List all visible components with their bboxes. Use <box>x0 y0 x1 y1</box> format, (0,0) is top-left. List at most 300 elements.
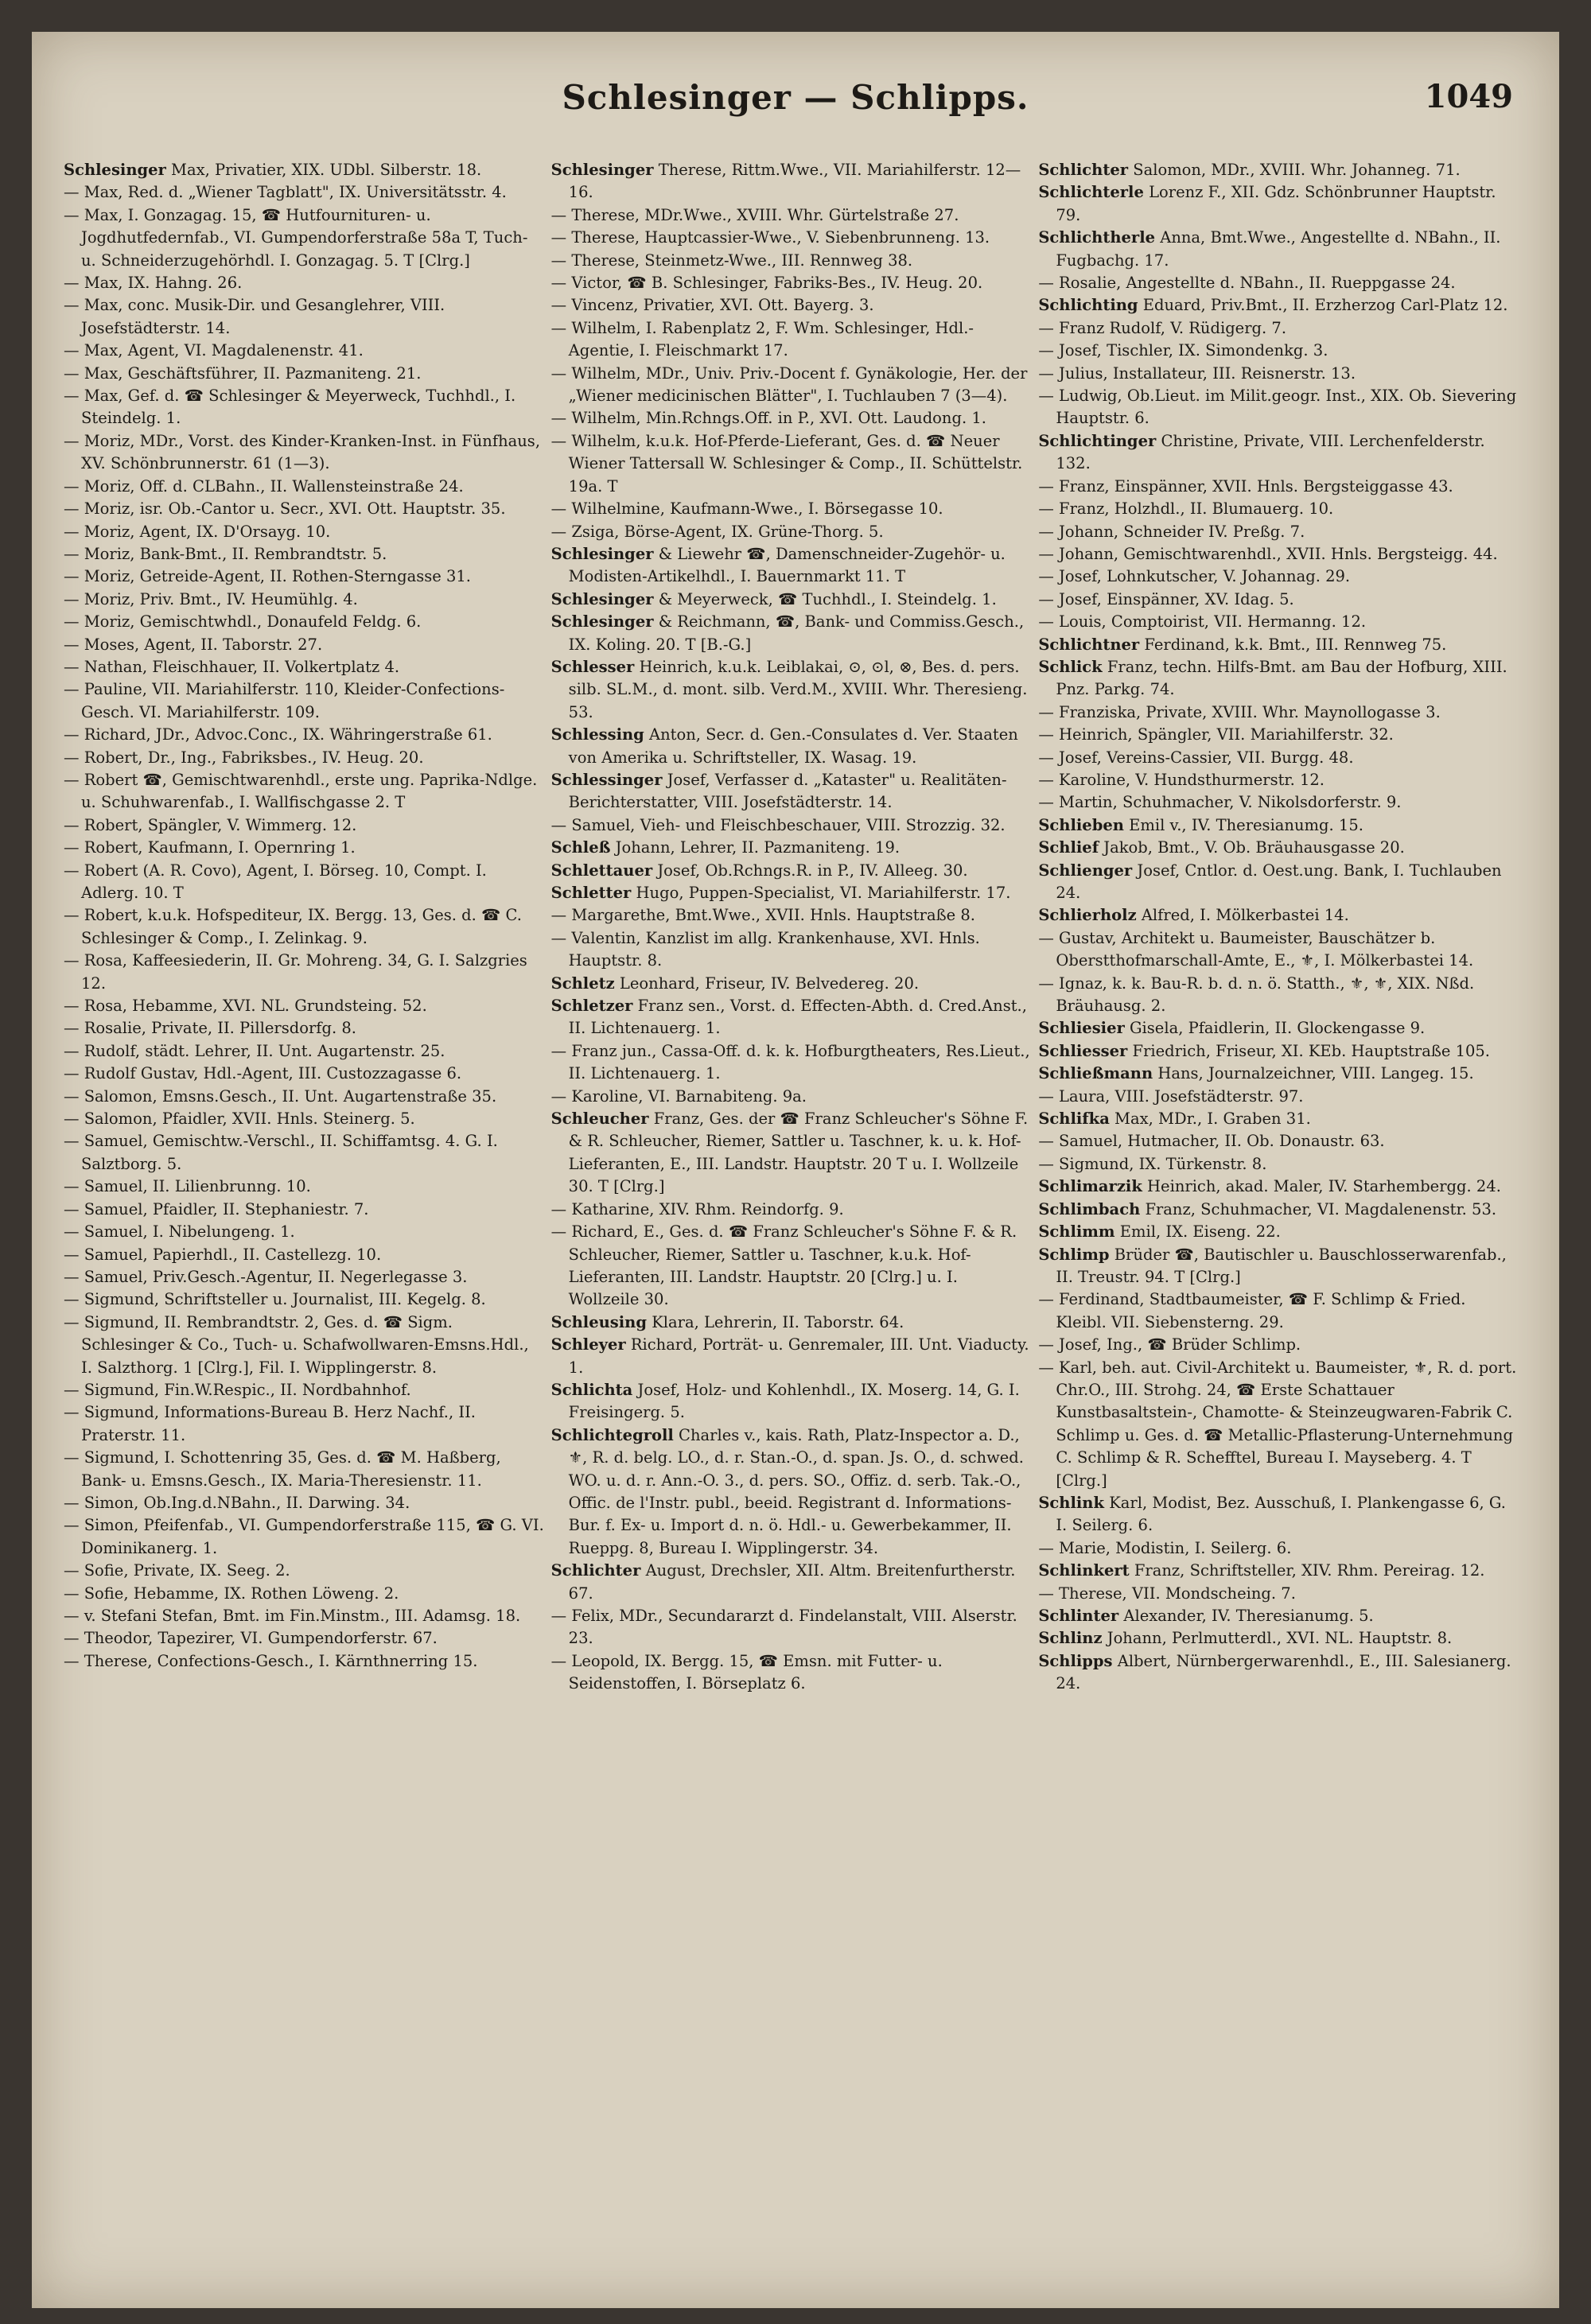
entry-text: — Therese, Confections-Gesch., I. Kärnthnerring 15. <box>64 1651 478 1670</box>
directory-entry <box>551 159 1033 204</box>
directory-entry <box>64 1199 545 1221</box>
directory-entry <box>1038 769 1519 791</box>
directory-entry <box>1038 340 1519 362</box>
entry-text: — Samuel, Gemischtw.-Verschl., II. Schiffamtsg. 4. G. I. Salztborg. 5. <box>64 1132 498 1173</box>
directory-entry <box>1038 1357 1519 1492</box>
column-right <box>1038 159 1519 2291</box>
directory-entry <box>64 678 545 724</box>
entry-text: — Moriz, Bank-Bmt., II. Rembrandtstr. 5. <box>64 544 387 563</box>
directory-entry <box>1038 791 1519 814</box>
entry-text: — Samuel, I. Nibelungeng. 1. <box>64 1222 295 1242</box>
directory-entry <box>64 1176 545 1198</box>
directory-entry <box>1038 1017 1519 1040</box>
entry-text: — Therese, VII. Mondscheing. 7. <box>1038 1584 1296 1603</box>
directory-entry <box>1038 181 1519 227</box>
directory-entry <box>64 724 545 746</box>
directory-entry <box>64 1401 545 1447</box>
entry-text: — Robert, Dr., Ing., Fabriksbes., IV. Heug. 20. <box>64 748 424 767</box>
entry-surname: Schlichter <box>550 1561 641 1580</box>
entry-text: — Samuel, II. Lilienbrunng. 10. <box>64 1177 311 1196</box>
entry-surname: Schlief <box>1038 838 1099 857</box>
directory-entry <box>64 1288 545 1311</box>
entry-text: — Robert, Kaufmann, I. Opernring 1. <box>64 838 356 857</box>
entry-surname: Schlimbach <box>1038 1199 1141 1218</box>
directory-entry <box>551 1424 1033 1560</box>
entry-text: — Sigmund, Informations-Bureau B. Herz Nachf., II. Praterstr. 11. <box>64 1403 476 1444</box>
entry-text: Josef, Ob.Rchngs.R. in P., IV. Alleeg. 30. <box>657 861 968 880</box>
entry-text: Alfred, I. Mölkerbastei 14. <box>1141 906 1349 925</box>
directory-entry <box>551 589 1033 611</box>
directory-entry <box>64 1221 545 1243</box>
directory-entry <box>1038 1288 1519 1334</box>
directory-entry <box>64 543 545 565</box>
entry-text: & Meyerweck, ☎ Tuchhdl., I. Steindelg. 1. <box>658 589 997 608</box>
directory-entry <box>1038 814 1519 837</box>
entry-text: — Moriz, Agent, IX. D'Orsayg. 10. <box>64 522 331 541</box>
entry-text: — Louis, Comptoirist, VII. Hermanng. 12. <box>1038 612 1367 632</box>
directory-entry <box>551 250 1033 272</box>
entry-text: Heinrich, akad. Maler, IV. Starhembergg. 24. <box>1147 1177 1501 1196</box>
directory-entry <box>1038 1537 1519 1560</box>
entry-text: Max, MDr., I. Graben 31. <box>1114 1110 1311 1129</box>
entry-surname: Schlichtegroll <box>550 1425 674 1444</box>
entry-text: — Wilhelm, k.u.k. Hof-Pferde-Lieferant, Ges. d. ☎ Neuer Wiener Tattersall W. Schlesinger & Comp., II. Schüttelstr. 19a. T <box>550 431 1023 496</box>
entry-surname: Schlink <box>1038 1493 1104 1512</box>
directory-entry <box>1038 1334 1519 1356</box>
entry-text: Josef, Verfasser d. „Kataster" u. Realitäten-Berichterstatter, VIII. Josefstädterstr. 14. <box>568 770 1007 812</box>
entry-text: — Sofie, Private, IX. Seeg. 2. <box>64 1561 290 1580</box>
entry-text: Anton, Secr. d. Gen.-Consulates d. Ver. Staaten von Amerika u. Schriftsteller, IX. Wasag. 19. <box>568 725 1018 767</box>
entry-text: — Sigmund, I. Schottenring 35, Ges. d. ☎ M. Haßberg, Bank- u. Emsns.Gesch., IX. Maria-Theresienstr. 11. <box>64 1448 501 1490</box>
directory-entry <box>1038 634 1519 656</box>
entry-text: — Josef, Einspänner, XV. Idag. 5. <box>1038 589 1294 608</box>
entry-text: — Moriz, Getreide-Agent, II. Rothen-Sterngasse 31. <box>64 567 471 586</box>
entry-text: — Sigmund, IX. Türkenstr. 8. <box>1038 1154 1267 1173</box>
directory-entry <box>1038 1153 1519 1176</box>
directory-entry <box>64 1650 545 1673</box>
entry-surname: Schletz <box>550 974 615 993</box>
directory-entry <box>1038 904 1519 927</box>
directory-entry <box>551 611 1033 656</box>
entry-text: — Samuel, Hutmacher, II. Ob. Donaustr. 63. <box>1038 1132 1385 1151</box>
directory-entry <box>551 1199 1033 1221</box>
directory-entry <box>1038 159 1519 181</box>
entry-text: Christine, Private, VIII. Lerchenfelderstr. 132. <box>1056 431 1485 473</box>
entry-text: Jakob, Bmt., V. Ob. Bräuhausgasse 20. <box>1103 838 1405 857</box>
entry-surname: Schletzer <box>550 997 633 1016</box>
entry-text: — Moriz, Off. d. CLBahn., II. Wallensteinstraße 24. <box>64 476 464 496</box>
directory-entry <box>551 904 1033 927</box>
directory-entry <box>1038 385 1519 430</box>
directory-entry <box>1038 1086 1519 1108</box>
entry-text: — Julius, Installateur, III. Reisnerstr. 13. <box>1038 363 1356 383</box>
directory-entry <box>64 1447 545 1492</box>
entry-surname: Schlichtner <box>1038 635 1140 654</box>
entry-text: Charles v., kais. Rath, Platz-Inspector a. D., ⚜, R. d. belg. LO., d. r. Stan.-O., d. span. Js. O., d. schwed. WO. u. d. r. Ann.-O. 3., d. pers. SO., Offiz. d. serb. Tak.-O., Offic. de l'Instr. publ., beeid. Registrant d. Informations-Bur. f. Ex- u. Import d. n. ö. Hdl.- u. Gewerbekammer, II. Rueppg. 8, Bureau I. Wipplingerstr. 34. <box>568 1425 1024 1557</box>
entry-surname: Schlesinger <box>550 612 654 632</box>
directory-entry <box>1038 498 1519 520</box>
entry-text: — Margarethe, Bmt.Wwe., XVII. Hnls. Hauptstraße 8. <box>550 906 975 925</box>
entry-text: — Robert, Spängler, V. Wimmerg. 12. <box>64 815 357 834</box>
entry-text: Richard, Porträt- u. Genremaler, III. Unt. Viaducty. 1. <box>568 1335 1029 1377</box>
entry-surname: Schlesinger <box>64 161 166 179</box>
entry-text: — Max, Red. d. „Wiener Tagblatt", IX. Universitätsstr. 4. <box>64 183 507 202</box>
entry-surname: Schlimm <box>1038 1222 1115 1242</box>
directory-entry <box>1038 1244 1519 1289</box>
entry-text: — Richard, E., Ges. d. ☎ Franz Schleucher's Söhne F. & R. Schleucher, Riemer, Sattler u. Taschner, k.u.k. Hof-Lieferanten, III. Landstr. Hauptstr. 20 [Clrg.] u. I. Wollzeile 30. <box>550 1222 1017 1309</box>
entry-text: Franz, Ges. der ☎ Franz Schleucher's Söhne F. & R. Schleucher, Riemer, Sattler u. Taschner, k. u. k. Hof-Lieferanten, E., III. Landstr. Hauptstr. 20 T u. I. Wollzeile 30. T [Clrg.] <box>568 1110 1029 1196</box>
directory-entry <box>1038 701 1519 724</box>
entry-text: — Moriz, MDr., Vorst. des Kinder-Kranken-Inst. in Fünfhaus, XV. Schönbrunnerstr. 61 (1—3). <box>64 431 541 473</box>
entry-text: Karl, Modist, Bez. Ausschuß, I. Plankengasse 6, G. I. Seilerg. 6. <box>1056 1493 1506 1535</box>
entry-surname: Schlinkert <box>1038 1561 1130 1580</box>
running-head: Schlesinger — Schlipps. <box>562 78 1029 117</box>
entry-text: — Sofie, Hebamme, IX. Rothen Löweng. 2. <box>64 1584 399 1603</box>
column-left <box>64 159 545 2291</box>
directory-entry <box>1038 973 1519 1018</box>
directory-entry <box>551 927 1033 973</box>
entry-text: — Max, IX. Hahng. 26. <box>64 274 243 293</box>
directory-entry <box>551 227 1033 249</box>
directory-entry <box>1038 565 1519 588</box>
directory-entry <box>1038 611 1519 633</box>
directory-entry <box>551 860 1033 882</box>
page-header <box>32 78 1559 126</box>
directory-entry <box>64 430 545 476</box>
directory-entry <box>1038 317 1519 340</box>
entry-text: & Liewehr ☎, Damenschneider-Zugehör- u. Modisten-Artikelhdl., I. Bauernmarkt 11. T <box>568 544 1006 586</box>
directory-entry <box>1038 1583 1519 1605</box>
entry-text: — Rosalie, Angestellte d. NBahn., II. Rueppgasse 24. <box>1038 274 1456 293</box>
directory-entry <box>551 1605 1033 1650</box>
directory-entry <box>64 1086 545 1108</box>
entry-surname: Schlichtinger <box>1038 431 1157 450</box>
directory-entry <box>64 1040 545 1063</box>
entry-text: Friedrich, Friseur, XI. KEb. Hauptstraße 105. <box>1132 1041 1491 1060</box>
entry-surname: Schletter <box>550 884 632 902</box>
directory-entry <box>64 1063 545 1085</box>
entry-columns <box>64 159 1519 2291</box>
directory-entry <box>551 430 1033 498</box>
directory-entry <box>551 363 1033 408</box>
entry-text: & Reichmann, ☎, Bank- und Commiss.Gesch., IX. Koling. 20. T [B.-G.] <box>568 612 1025 654</box>
entry-surname: Schlinz <box>1038 1629 1103 1648</box>
entry-text: — Max, Geschäftsführer, II. Pazmaniteng. 21. <box>64 363 422 383</box>
entry-surname: Schließmann <box>1038 1064 1153 1083</box>
directory-entry <box>1038 294 1519 317</box>
entry-surname: Schlierholz <box>1038 906 1137 925</box>
entry-surname: Schlettauer <box>550 861 653 880</box>
entry-surname: Schlesser <box>550 657 635 676</box>
entry-text: — Franz, Holzhdl., II. Blumauerg. 10. <box>1038 499 1334 519</box>
entry-text: — Valentin, Kanzlist im allg. Krankenhause, XVI. Hnls. Hauptstr. 8. <box>550 928 980 970</box>
directory-entry <box>64 1583 545 1605</box>
entry-text: — Heinrich, Spängler, VII. Mariahilferstr. 32. <box>1038 725 1394 744</box>
directory-entry <box>64 1492 545 1514</box>
entry-surname: Schlesinger <box>550 161 654 179</box>
directory-entry <box>551 814 1033 837</box>
entry-text: — Rudolf Gustav, Hdl.-Agent, III. Custozzagasse 6. <box>64 1064 462 1083</box>
directory-entry <box>1038 656 1519 701</box>
entry-text: — Ignaz, k. k. Bau-R. b. d. n. ö. Statth., ⚜, ⚜, XIX. Nßd. Bräuhausg. 2. <box>1038 974 1475 1016</box>
entry-surname: Schlesinger <box>550 544 654 563</box>
entry-text: — Wilhelm, I. Rabenplatz 2, F. Wm. Schlesinger, Hdl.-Agentie, I. Fleischmarkt 17. <box>550 318 974 360</box>
directory-entry <box>64 204 545 272</box>
entry-text: Johann, Lehrer, II. Pazmaniteng. 19. <box>615 838 901 857</box>
entry-text: Alexander, IV. Theresianumg. 5. <box>1123 1607 1374 1625</box>
entry-text: — Moriz, Gemischtwhdl., Donaufeld Feldg. 6. <box>64 612 422 632</box>
entry-text: — Max, I. Gonzagag. 15, ☎ Hutfournituren- u. Jogdhutfedernfab., VI. Gumpendorferstraße 58a T, Tuch- u. Schneiderzugehörhdl. I. Gonzagag. 5. T [Clrg.] <box>64 205 528 270</box>
entry-text: — Rosa, Kaffeesiederin, II. Gr. Mohreng. 34, G. I. Salzgries 12. <box>64 951 527 993</box>
entry-text: Heinrich, k.u.k. Leiblakai, ⊙, ⊙l, ⊗, Bes. d. pers. silb. SL.M., d. mont. silb. Verd.M., XVIII. Whr. Theresieng. 53. <box>568 657 1028 721</box>
directory-entry <box>64 656 545 678</box>
entry-text: August, Drechsler, XII. Altm. Breitenfurtherstr. 67. <box>568 1561 1016 1603</box>
entry-text: Franz sen., Vorst. d. Effecten-Abth. d. Cred.Anst., II. Lichtenauerg. 1. <box>568 997 1027 1038</box>
entry-text: — Robert ☎, Gemischtwarenhdl., erste ung. Paprika-Ndlge. u. Schuhwarenfab., I. Wallfischgasse 2. T <box>64 770 538 812</box>
entry-text: — v. Stefani Stefan, Bmt. im Fin.Minstm., III. Adamsg. 18. <box>64 1607 521 1625</box>
entry-text: — Therese, Hauptcassier-Wwe., V. Siebenbrunneng. 13. <box>550 228 990 247</box>
entry-surname: Schlesinger <box>550 589 654 608</box>
directory-entry <box>551 882 1033 904</box>
directory-entry <box>64 476 545 498</box>
entry-text: — Therese, MDr.Wwe., XVIII. Whr. Gürtelstraße 27. <box>550 205 959 224</box>
directory-entry <box>1038 1627 1519 1650</box>
entry-text: — Zsiga, Börse-Agent, IX. Grüne-Thorg. 5. <box>550 522 884 541</box>
directory-entry <box>64 995 545 1017</box>
directory-entry <box>64 1605 545 1627</box>
entry-surname: Schlienger <box>1038 861 1133 880</box>
directory-entry <box>551 656 1033 724</box>
directory-entry <box>551 521 1033 543</box>
directory-entry <box>551 1040 1033 1086</box>
directory-entry <box>64 837 545 859</box>
entry-text: — Simon, Ob.Ing.d.NBahn., II. Darwing. 34. <box>64 1493 410 1512</box>
entry-text: — Nathan, Fleischhauer, II. Volkertplatz 4. <box>64 657 400 676</box>
entry-text: Therese, Rittm.Wwe., VII. Mariahilferstr. 12—16. <box>568 161 1021 202</box>
entry-text: Leonhard, Friseur, IV. Belvedereg. 20. <box>619 974 920 993</box>
entry-text: — Moriz, Priv. Bmt., IV. Heumühlg. 4. <box>64 589 358 608</box>
directory-entry <box>1038 589 1519 611</box>
directory-entry <box>551 543 1033 589</box>
entry-text: — Johann, Gemischtwarenhdl., XVII. Hnls. Bergsteigg. 44. <box>1038 544 1498 563</box>
directory-entry <box>551 294 1033 317</box>
entry-text: Brüder ☎, Bautischler u. Bauschlosserwarenfab., II. Treustr. 94. T [Clrg.] <box>1056 1245 1507 1286</box>
entry-surname: Schliesier <box>1038 1019 1125 1038</box>
directory-entry <box>1038 747 1519 769</box>
entry-text: — Sigmund, Schriftsteller u. Journalist, III. Kegelg. 8. <box>64 1290 486 1309</box>
entry-surname: Schlichting <box>1038 296 1138 315</box>
directory-entry <box>551 204 1033 227</box>
entry-surname: Schlifka <box>1038 1110 1110 1129</box>
directory-entry <box>64 814 545 837</box>
entry-text: — Karl, beh. aut. Civil-Architekt u. Baumeister, ⚜, R. d. port. Chr.O., III. Strohg. 24, ☎ Erste Schattauer Kunstbasaltstein-, Chamotte- & Steinzeugwaren-Fabrik C. Schlimp u. Ges. d. ☎ Metallic-Pflasterung-Unternehmung C. Schlimp & R. Schefftel, Bureau I. Mayseberg. 4. T [Clrg.] <box>1038 1358 1517 1490</box>
directory-entry <box>551 498 1033 520</box>
entry-text: — Marie, Modistin, I. Seilerg. 6. <box>1038 1538 1292 1557</box>
entry-text: — Rudolf, städt. Lehrer, II. Unt. Augartenstr. 25. <box>64 1041 445 1060</box>
entry-text: Franz, Schuhmacher, VI. Magdalenenstr. 53. <box>1145 1199 1497 1218</box>
entry-text: — Sigmund, Fin.W.Respic., II. Nordbahnhof. <box>64 1380 411 1399</box>
entry-surname: Schlichter <box>1038 161 1129 179</box>
entry-surname: Schlichtherle <box>1038 228 1156 247</box>
entry-text: — Vincenz, Privatier, XVI. Ott. Bayerg. 3. <box>550 296 874 315</box>
directory-entry <box>64 294 545 340</box>
directory-entry <box>64 385 545 430</box>
directory-entry <box>551 769 1033 814</box>
directory-entry <box>1038 1176 1519 1198</box>
entry-text: — Karoline, VI. Barnabiteng. 9a. <box>550 1086 807 1106</box>
column-middle <box>551 159 1033 2291</box>
directory-entry <box>64 272 545 294</box>
directory-entry <box>551 272 1033 294</box>
entry-surname: Schlessinger <box>550 770 663 789</box>
entry-text: — Josef, Lohnkutscher, V. Johannag. 29. <box>1038 567 1351 586</box>
directory-entry <box>551 1312 1033 1334</box>
directory-entry <box>64 1627 545 1650</box>
entry-surname: Schlimp <box>1038 1245 1110 1264</box>
directory-entry <box>1038 521 1519 543</box>
entry-text: — Martin, Schuhmacher, V. Nikolsdorferstr. 9. <box>1038 793 1402 812</box>
directory-entry <box>1038 1560 1519 1582</box>
directory-entry <box>1038 363 1519 385</box>
directory-entry <box>551 1650 1033 1696</box>
directory-entry <box>64 1244 545 1266</box>
directory-entry <box>64 363 545 385</box>
entry-text: Klara, Lehrerin, II. Taborstr. 64. <box>652 1312 904 1331</box>
directory-entry <box>551 1334 1033 1379</box>
directory-entry <box>551 995 1033 1040</box>
entry-surname: Schleucher <box>550 1110 649 1129</box>
entry-text: — Max, conc. Musik-Dir. und Gesanglehrer, VIII. Josefstädterstr. 14. <box>64 296 445 337</box>
entry-text: — Laura, VIII. Josefstädterstr. 97. <box>1038 1086 1304 1106</box>
directory-entry <box>1038 724 1519 746</box>
directory-entry <box>64 1017 545 1040</box>
entry-text: — Leopold, IX. Bergg. 15, ☎ Emsn. mit Futter- u. Seidenstoffen, I. Börseplatz 6. <box>550 1651 943 1693</box>
directory-entry <box>64 521 545 543</box>
directory-entry <box>1038 1199 1519 1221</box>
directory-entry <box>1038 1221 1519 1243</box>
directory-entry <box>1038 1130 1519 1152</box>
directory-entry <box>1038 1063 1519 1085</box>
directory-entry <box>551 973 1033 995</box>
entry-surname: Schlimarzik <box>1038 1177 1142 1196</box>
directory-entry <box>1038 543 1519 565</box>
entry-surname: Schlinter <box>1038 1607 1119 1625</box>
directory-entry <box>64 611 545 633</box>
entry-text: Josef, Cntlor. d. Oest.ung. Bank, I. Tuchlauben 24. <box>1056 861 1502 902</box>
directory-entry <box>64 1312 545 1379</box>
entry-text: Max, Privatier, XIX. UDbl. Silberstr. 18. <box>171 161 482 179</box>
directory-entry <box>1038 927 1519 973</box>
directory-entry <box>551 724 1033 769</box>
directory-entry <box>64 634 545 656</box>
directory-entry <box>64 589 545 611</box>
entry-text: — Robert (A. R. Covo), Agent, I. Börseg. 10, Compt. I. Adlerg. 10. T <box>64 861 487 902</box>
entry-surname: Schlessing <box>550 725 644 744</box>
entry-surname: Schlick <box>1038 657 1103 676</box>
entry-text: Gisela, Pfaidlerin, II. Glockengasse 9. <box>1129 1019 1426 1038</box>
entry-text: — Max, Agent, VI. Magdalenenstr. 41. <box>64 341 364 360</box>
entry-text: Hans, Journalzeichner, VIII. Langeg. 15. <box>1157 1064 1474 1083</box>
directory-entry <box>1038 1650 1519 1696</box>
entry-surname: Schlichterle <box>1038 183 1144 202</box>
entry-surname: Schlipps <box>1038 1651 1113 1670</box>
entry-text: — Franz Rudolf, V. Rüdigerg. 7. <box>1038 318 1287 337</box>
entry-surname: Schleß <box>550 838 611 857</box>
directory-entry <box>64 340 545 362</box>
entry-text: — Rosa, Hebamme, XVI. NL. Grundsteing. 52. <box>64 997 427 1016</box>
entry-text: — Wilhelmine, Kaufmann-Wwe., I. Börsegasse 10. <box>550 499 943 519</box>
directory-entry <box>551 1379 1033 1424</box>
entry-text: — Samuel, Pfaidler, II. Stephaniestr. 7. <box>64 1199 369 1218</box>
entry-text: Emil, IX. Eiseng. 22. <box>1119 1222 1281 1242</box>
directory-entry <box>551 837 1033 859</box>
directory-entry <box>551 1108 1033 1199</box>
directory-entry <box>551 317 1033 363</box>
entry-surname: Schlichta <box>550 1380 633 1399</box>
entry-text: — Samuel, Papierhdl., II. Castellezg. 10. <box>64 1245 382 1264</box>
entry-surname: Schlieben <box>1038 815 1124 834</box>
directory-entry <box>64 565 545 588</box>
directory-entry <box>1038 1040 1519 1063</box>
entry-text: Johann, Perlmutterdl., XVI. NL. Hauptstr. 8. <box>1107 1629 1453 1648</box>
entry-text: — Richard, JDr., Advoc.Conc., IX. Währingerstraße 61. <box>64 725 492 744</box>
directory-entry <box>1038 1108 1519 1130</box>
directory-entry <box>1038 1492 1519 1537</box>
entry-text: — Josef, Vereins-Cassier, VII. Burgg. 48. <box>1038 748 1354 767</box>
entry-text: — Samuel, Vieh- und Fleischbeschauer, VIII. Strozzig. 32. <box>550 815 1006 834</box>
entry-text: Eduard, Priv.Bmt., II. Erzherzog Carl-Platz 12. <box>1142 296 1508 315</box>
entry-text: Josef, Holz- und Kohlenhdl., IX. Moserg. 14, G. I. Freisingerg. 5. <box>568 1380 1020 1422</box>
directory-entry <box>551 1086 1033 1108</box>
entry-text: — Sigmund, II. Rembrandtstr. 2, Ges. d. ☎ Sigm. Schlesinger & Co., Tuch- u. Schafwollwaren-Emsns.Hdl., I. Salzthorg. 1 [Clrg.], Fil. I. Wipplingerstr. 8. <box>64 1312 529 1377</box>
entry-text: Lorenz F., XII. Gdz. Schönbrunner Hauptstr. 79. <box>1056 183 1496 224</box>
directory-entry <box>64 1514 545 1560</box>
entry-text: — Moses, Agent, II. Taborstr. 27. <box>64 635 323 654</box>
entry-text: Ferdinand, k.k. Bmt., III. Rennweg 75. <box>1144 635 1447 654</box>
entry-surname: Schleyer <box>550 1335 626 1354</box>
directory-entry <box>64 1108 545 1130</box>
directory-entry <box>1038 430 1519 476</box>
entry-text: — Pauline, VII. Mariahilferstr. 110, Kleider-Confections-Gesch. VI. Mariahilferstr. 109. <box>64 680 505 721</box>
entry-surname: Schleusing <box>550 1312 647 1331</box>
entry-text: Emil v., IV. Theresianumg. 15. <box>1129 815 1363 834</box>
entry-surname: Schliesser <box>1038 1041 1128 1060</box>
entry-text: — Gustav, Architekt u. Baumeister, Bauschätzer b. Oberstthofmarschall-Amte, E., ⚜, I. Mölkerbastei 14. <box>1038 928 1474 970</box>
directory-entry <box>551 1221 1033 1312</box>
directory-entry <box>64 860 545 905</box>
directory-entry <box>1038 1605 1519 1627</box>
entry-text: — Moriz, isr. Ob.-Cantor u. Secr., XVI. Ott. Hauptstr. 35. <box>64 499 506 519</box>
directory-entry <box>1038 272 1519 294</box>
directory-entry <box>1038 476 1519 498</box>
entry-text: — Theodor, Tapezirer, VI. Gumpendorferstr. 67. <box>64 1629 438 1648</box>
entry-text: — Max, Gef. d. ☎ Schlesinger & Meyerweck, Tuchhdl., I. Steindelg. 1. <box>64 387 516 428</box>
entry-text: — Ludwig, Ob.Lieut. im Milit.geogr. Inst., XIX. Ob. Sievering Hauptstr. 6. <box>1038 387 1517 428</box>
entry-text: — Samuel, Priv.Gesch.-Agentur, II. Negerlegasse 3. <box>64 1267 468 1286</box>
entry-text: — Karoline, V. Hundsthurmerstr. 12. <box>1038 770 1325 789</box>
directory-entry <box>64 1130 545 1176</box>
directory-entry <box>64 1560 545 1582</box>
entry-text: — Simon, Pfeifenfab., VI. Gumpendorferstraße 115, ☎ G. VI. Dominikanerg. 1. <box>64 1516 544 1557</box>
entry-text: — Ferdinand, Stadtbaumeister, ☎ F. Schlimp & Fried. Kleibl. VII. Siebensterng. 29. <box>1038 1290 1466 1331</box>
entry-text: Hugo, Puppen-Specialist, VI. Mariahilferstr. 17. <box>636 884 1011 902</box>
directory-entry <box>64 769 545 814</box>
entry-text: — Wilhelm, MDr., Univ. Priv.-Docent f. Gynäkologie, Her. der „Wiener medicinischen Blätter", I. Tuchlauben 7 (3—4). <box>550 363 1028 406</box>
directory-entry <box>64 1379 545 1401</box>
entry-text: — Salomon, Emsns.Gesch., II. Unt. Augartenstraße 35. <box>64 1086 497 1106</box>
entry-text: Salomon, MDr., XVIII. Whr. Johanneg. 71. <box>1133 161 1461 179</box>
directory-entry <box>1038 227 1519 272</box>
